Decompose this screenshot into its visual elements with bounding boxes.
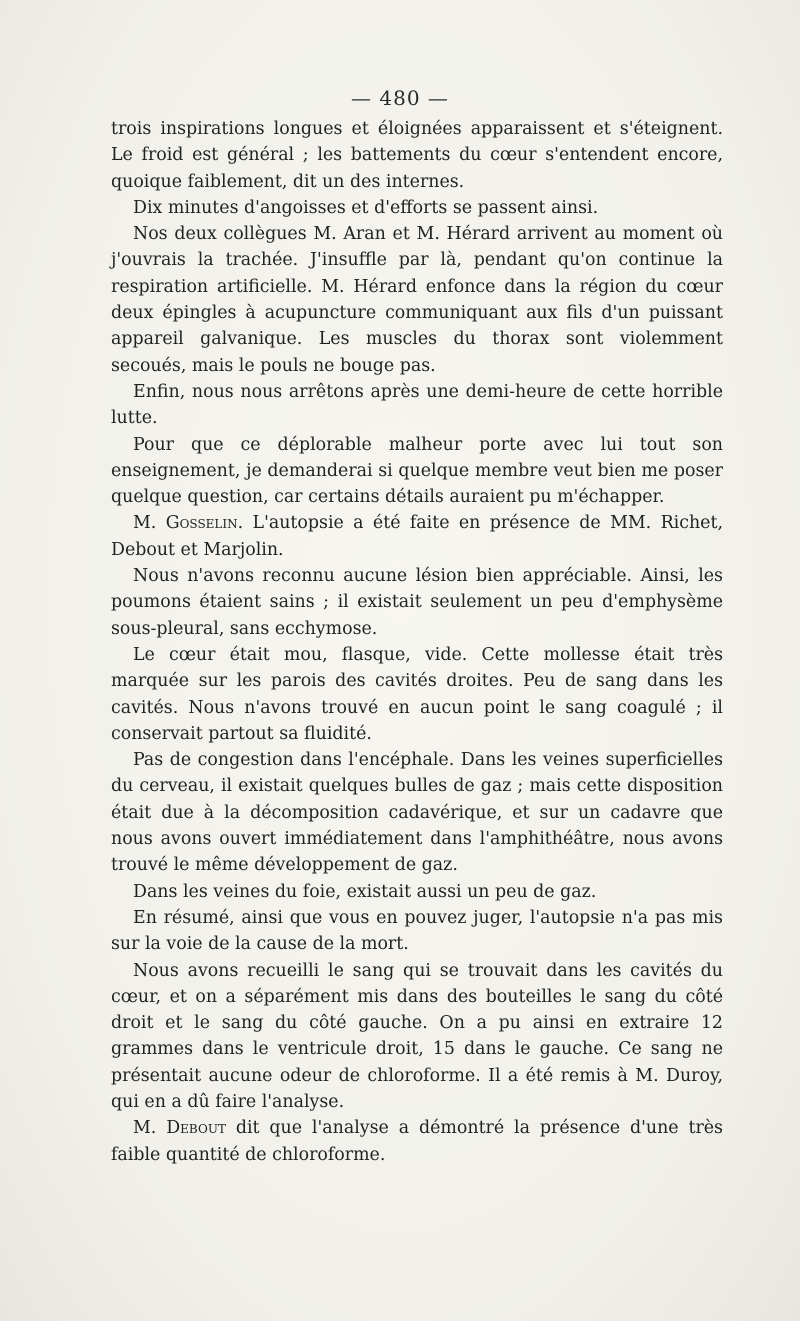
speaker-text: L'autopsie a été faite en présence de MM. Richet, Debout et Marjolin. <box>111 513 723 560</box>
paragraph-speaker <box>111 510 723 563</box>
paragraph: trois inspirations longues et éloignées apparaissent et s'éteignent. Le froid est général ; les battements du cœur s'entendent encore, quoique faiblement, dit un des internes. <box>111 119 723 192</box>
speaker-name: Debout <box>166 1118 226 1139</box>
body-text <box>111 116 723 1168</box>
paragraph: Enfin, nous nous arrêtons après une demi-heure de cette horrible lutte. <box>111 381 723 429</box>
paragraph: Le cœur était mou, flasque, vide. Cette mollesse était très marquée sur les parois des cavités droites. Peu de sang dans les cavités. Nous n'avons trouvé en aucun point le sang coagulé ; il conservait partout sa fluidité. <box>111 644 723 744</box>
paragraph: Dans les veines du foie, existait aussi un peu de gaz. <box>133 881 597 902</box>
page-number: — 480 — <box>351 86 449 110</box>
speaker-prefix: M. <box>133 513 166 534</box>
paragraph: Dix minutes d'angoisses et d'efforts se passent ainsi. <box>133 197 599 218</box>
speaker-text: dit que l'analyse a démontré la présence d'une très faible quantité de chloroforme. <box>111 1118 723 1165</box>
paragraph: Nos deux collègues M. Aran et M. Hérard arrivent au moment où j'ouvrais la trachée. J'insuffle par là, pendant qu'on continue la respiration artificielle. M. Hérard enfonce dans la région du cœur deux épingles à acupuncture communiquant aux fils d'un puissant appareil galvanique. Les muscles du thorax sont violemment secoués, mais le pouls ne bouge pas. <box>111 224 723 376</box>
paragraph: Nous n'avons reconnu aucune lésion bien appréciable. Ainsi, les poumons étaient sains ; il existait seulement un peu d'emphysème sous-pleural, sans ecchymose. <box>111 566 723 639</box>
paragraph-speaker <box>111 1115 723 1168</box>
speaker-name: Gosselin. <box>165 513 244 534</box>
paragraph: Nous avons recueilli le sang qui se trouvait dans les cavités du cœur, et on a séparément mis dans des bouteilles le sang du côté droit et le sang du côté gauche. On a pu ainsi en extraire 12 grammes dans le ventricule droit, 15 dans le gauche. Ce sang ne présentait aucune odeur de chloroforme. Il a été remis à M. Duroy, qui en a dû faire l'analyse. <box>111 960 723 1112</box>
speaker-prefix: M. <box>133 1118 167 1139</box>
paragraph: Pour que ce déplorable malheur porte avec lui tout son enseignement, je demanderai si quelque membre veut bien me poser quelque question, car certains détails auraient pu m'échapper. <box>111 434 723 508</box>
paragraph: En résumé, ainsi que vous en pouvez juger, l'autopsie n'a pas mis sur la voie de la cause de la mort. <box>111 907 723 955</box>
paragraph: Pas de congestion dans l'encéphale. Dans les veines superficielles du cerveau, il existait quelques bulles de gaz ; mais cette disposition était due à la décomposition cadavérique, et sur un cadavre que nous avons ouvert immédiatement dans l'amphithéâtre, nous avons trouvé le même développement de gaz. <box>111 750 723 876</box>
